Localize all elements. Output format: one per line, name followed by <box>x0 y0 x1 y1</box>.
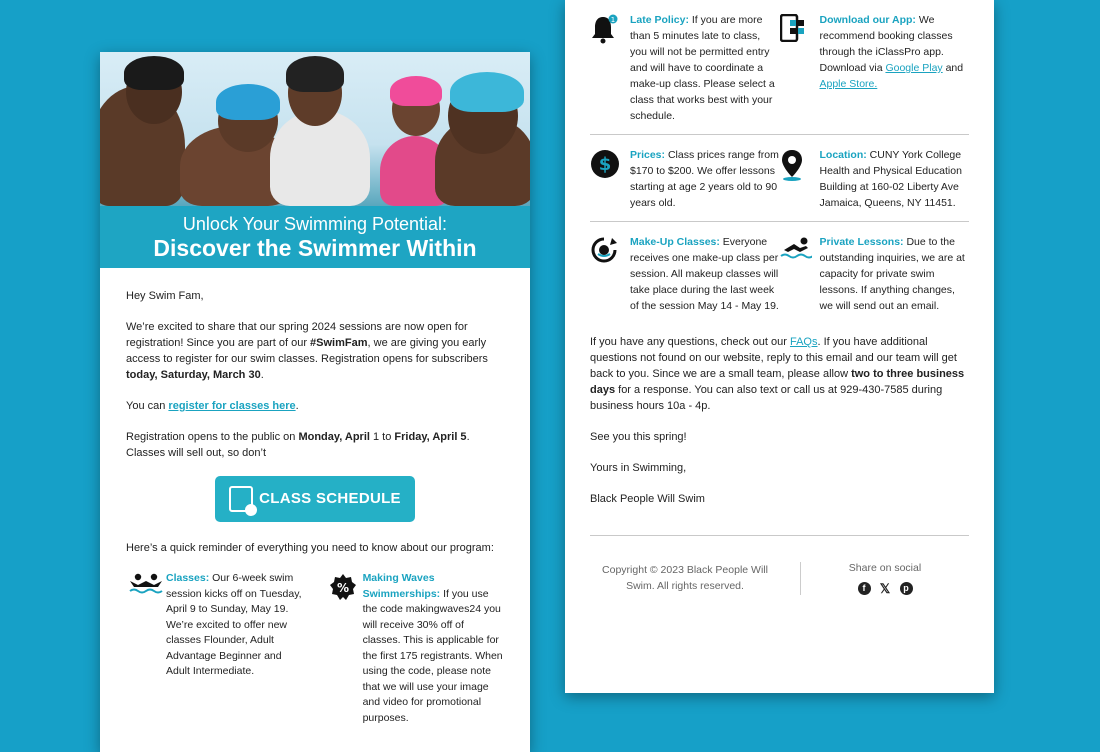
mobile-app-icon <box>780 14 806 42</box>
calendar-icon <box>229 486 253 512</box>
info-private-lessons: Private Lessons: Due to the outstanding inquiries, we are at capacity for private swim lessons. If anything changes, we will send out an email. <box>780 234 970 314</box>
info-prices: $ Prices: Class prices range from $170 to $200. We offer lessons starting at age 2 years old to 90 years old. <box>590 147 780 211</box>
share-label: Share on social <box>848 562 922 574</box>
copyright-text: Copyright © 2023 Black People Will Swim. All rights reserved. <box>590 562 801 595</box>
banner-subtitle: Unlock Your Swimming Potential: <box>182 214 448 234</box>
info-download-app: Download our App: We recommend booking classes through the iClassPro app. Download via Google Play and Apple Store. <box>780 12 970 124</box>
bell-icon <box>590 14 618 44</box>
apple-store-link[interactable]: Apple Store. <box>819 78 878 90</box>
google-play-link[interactable]: Google Play <box>885 62 943 74</box>
reminder-text: Here’s a quick reminder of everything you need to know about our program: <box>126 542 494 554</box>
discount-badge-icon <box>329 573 357 601</box>
map-pin-icon <box>780 149 804 181</box>
info-row-1 <box>565 0 994 134</box>
email-left-panel <box>100 52 530 752</box>
faqs-link[interactable]: FAQs <box>789 336 818 348</box>
info-row-3 <box>565 222 994 324</box>
class-schedule-button[interactable]: CLASS SCHEDULE <box>215 476 415 522</box>
see-you-text: See you this spring! <box>590 431 687 443</box>
questions-paragraph: If you have any questions, check out our FAQs. If you have additional questions not found on our website, reply to this email and our team will get back to you. Since we are a small team, please allow two to three business days for a response. You can also text or call us at 929-430-7585 during business hours 10a - 4p. <box>590 336 965 412</box>
intro-paragraph: We’re excited to share that our spring 2024 sessions are now open for registration! Since you are part of our #SwimFam, we are giving you early access to register for our swim classes. Registration opens for subscribers today, Saturday, March 30. <box>126 321 488 381</box>
register-link[interactable]: register for classes here <box>168 400 296 412</box>
banner-title: Discover the Swimmer Within <box>153 235 477 261</box>
svg-text:%: % <box>336 581 349 595</box>
email-right-panel <box>565 0 994 693</box>
info-classes: Classes: Our 6-week swim session kicks off on Tuesday, April 9 to Sunday, May 19. We’re excited to offer new classes Flounder, Adult Advantage Beginner and Adult Intermediate. <box>126 571 307 726</box>
hero-image <box>100 52 530 206</box>
makeup-cycle-icon <box>590 236 618 264</box>
svg-text:$: $ <box>598 154 612 175</box>
info-swimmerships: % Making Waves Swimmerships: If you use the code makingwaves24 you will receive 30% off of classes. This is applicable for the first 175 registrants. When using the code, please note that we will use your image and video for promotional purposes. <box>323 571 504 726</box>
info-row-2 <box>565 135 994 221</box>
dollar-icon <box>590 149 620 179</box>
social-share <box>801 562 969 595</box>
headline-banner <box>100 206 530 268</box>
email-body <box>100 268 530 726</box>
x-icon[interactable]: 𝕏 <box>879 581 891 596</box>
facebook-icon[interactable]: f <box>858 582 871 595</box>
signature: Black People Will Swim <box>590 493 705 505</box>
svg-text:1: 1 <box>610 16 616 24</box>
info-late-policy: 1 Late Policy: If you are more than 5 minutes late to class, you will not be permitted entry and will have to coordinate a make-up class. Please select a class that works best with your schedule. <box>590 12 780 124</box>
register-paragraph: You can register for classes here. <box>126 400 299 412</box>
footer <box>565 536 994 595</box>
pinterest-icon[interactable]: p <box>900 582 913 595</box>
info-makeup-classes: Make-Up Classes: Everyone receives one make-up class per session. All makeup classes will take place during the last week of the session May 14 - May 19. <box>590 234 780 314</box>
info-location: Location: CUNY York College Health and Physical Education Building at 160-02 Liberty Ave Jamaica, Queens, NY 11451. <box>780 147 970 211</box>
closing-text: Yours in Swimming, <box>590 462 687 474</box>
greeting: Hey Swim Fam, <box>126 290 204 302</box>
swimmer-icon <box>780 236 812 260</box>
closing-body <box>565 324 994 507</box>
public-registration-paragraph: Registration opens to the public on Monday, April 1 to Friday, April 5. Classes will sell out, so don’t <box>126 431 470 459</box>
swimmers-icon <box>128 573 164 595</box>
